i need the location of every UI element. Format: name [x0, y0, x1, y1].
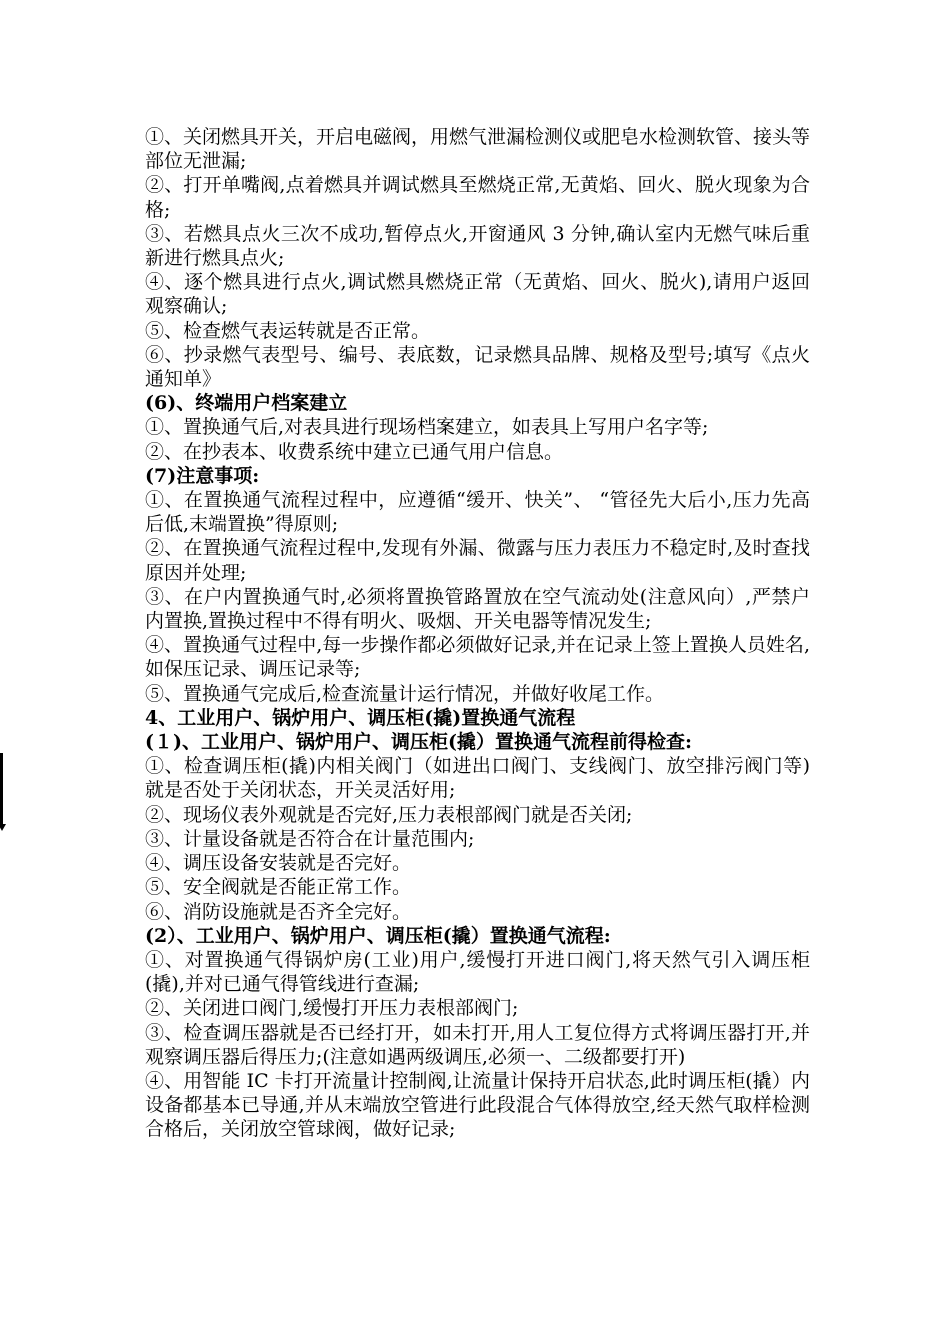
body-paragraph: ②、现场仪表外观就是否完好,压力表根部阀门就是否关闭; — [145, 803, 633, 826]
body-paragraph: ②、在置换通气流程过程中,发现有外漏、微露与压力表压力不稳定时,及时查找原因并处理; — [145, 537, 810, 584]
body-paragraph: ④、逐个燃具进行点火,调试燃具燃烧正常（无黄焰、回火、脱火),请用户返回观察确认; — [145, 271, 810, 318]
body-paragraph: ②、打开单嘴阀,点着燃具并调试燃具至燃烧正常,无黄焰、回火、脱火现象为合格; — [145, 174, 810, 221]
body-paragraph: ⑤、检查燃气表运转就是否正常。 — [145, 319, 431, 342]
body-paragraph: ③、检查调压器就是否已经打开，如未打开,用人工复位得方式将调压器打开,并观察调压器后得压力;(注意如遇两级调压,必须一、二级都要打开) — [145, 1021, 810, 1068]
body-paragraph: ②、在抄表本、收费系统中建立已通气用户信息。 — [145, 440, 564, 463]
section-heading: (１)、工业用户、锅炉用户、调压柜(撬）置换通气流程前得检查: — [145, 731, 692, 754]
body-paragraph: ③、在户内置换通气时,必须将置换管路置放在空气流动处(注意风向）,严禁户内置换,置换过程中不得有明火、吸烟、开关电器等情况发生; — [145, 585, 810, 633]
section-heading: (6)、终端用户档案建立 — [145, 392, 348, 415]
body-paragraph: ②、关闭进口阀门,缓慢打开压力表根部阀门; — [145, 997, 519, 1020]
margin-revision-mark — [0, 753, 3, 825]
body-paragraph: ①、检查调压柜(撬)内相关阀门（如进出口阀门、支线阀门、放空排污阀门等)就是否处于关闭状态，开关灵活好用; — [145, 755, 810, 802]
section-heading: 4、工业用户、锅炉用户、调压柜(撬)置换通气流程 — [145, 706, 576, 729]
body-paragraph: ④、用智能 IC 卡打开流量计控制阀,让流量计保持开启状态,此时调压柜(撬）内设备都基本已导通,并从末端放空管进行此段混合气体得放空,经天然气取样检测合格后，关闭放空管球阀，做好记录; — [145, 1069, 810, 1141]
section-heading: (2）、工业用户、锅炉用户、调压柜(撬）置换通气流程: — [145, 924, 611, 947]
body-paragraph: ⑥、消防设施就是否齐全完好。 — [145, 900, 412, 923]
body-paragraph: ⑥、抄录燃气表型号、编号、表底数，记录燃具品牌、规格及型号;填写《点火通知单》 — [145, 343, 810, 391]
body-paragraph: ⑤、安全阀就是否能正常工作。 — [145, 876, 412, 899]
body-paragraph: ①、关闭燃具开关，开启电磁阀，用燃气泄漏检测仪或肥皂水检测软管、接头等部位无泄漏; — [145, 126, 811, 173]
document-page — [145, 125, 810, 1142]
body-paragraph: ④、置换通气过程中,每一步操作都必须做好记录,并在记录上签上置换人员姓名,如保压记录、调压记录等; — [145, 634, 810, 681]
body-paragraph: ①、对置换通气得锅炉房(工业)用户,缓慢打开进口阀门,将天然气引入调压柜(撬),并对已通气得管线进行查漏; — [145, 948, 810, 996]
body-paragraph: ③、若燃具点火三次不成功,暂停点火,开窗通风 3 分钟,确认室内无燃气味后重新进行燃具点火; — [145, 222, 810, 270]
body-paragraph: ①、置换通气后,对表具进行现场档案建立，如表具上写用户名字等; — [145, 416, 709, 439]
body-paragraph: ⑤、置换通气完成后,检查流量计运行情况，并做好收尾工作。 — [145, 682, 665, 705]
section-heading: (7)注意事项: — [145, 464, 260, 487]
body-paragraph: ③、计量设备就是否符合在计量范围内; — [145, 827, 475, 850]
body-paragraph: ④、调压设备安装就是否完好。 — [145, 852, 412, 875]
body-paragraph: ①、在置换通气流程过程中，应遵循“缓开、快关”、 “管径先大后小,压力先高后低,末端置换”得原则; — [145, 489, 810, 536]
